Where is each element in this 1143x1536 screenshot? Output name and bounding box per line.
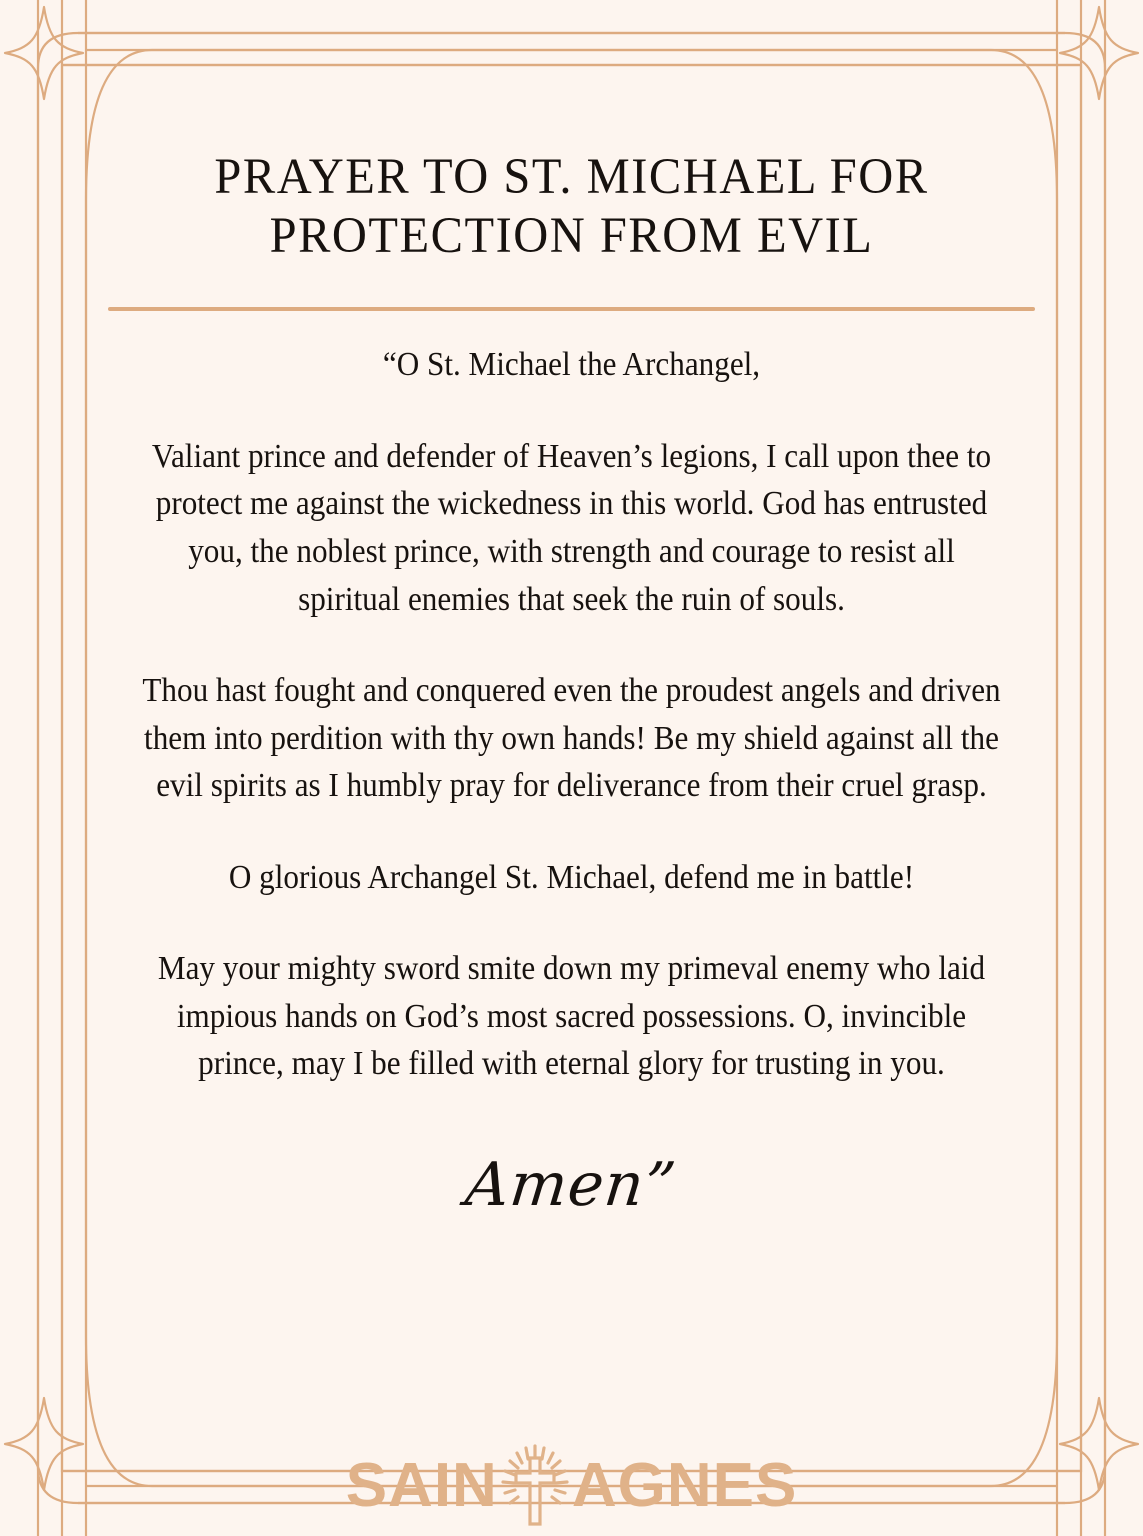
logo-text-right: AGNES: [571, 1451, 798, 1520]
prayer-paragraph: O glorious Archangel St. Michael, defend me in battle!: [228, 858, 915, 896]
radiant-cross-icon: [496, 1444, 574, 1528]
cross-outline: [516, 1458, 554, 1524]
logo-text-left: SAIN: [345, 1451, 498, 1520]
prayer-paragraph: May your mighty sword smite down my primeval enemy who laid impious hands on God’s most sacred possessions. O, invincible prince, may I be filled with eternal glory for trusting in you.: [157, 950, 986, 1083]
prayer-closing: Amen”: [462, 1150, 681, 1221]
brand-logo: [0, 1444, 1143, 1528]
title-divider: [108, 307, 1035, 311]
prayer-paragraph: Thou hast fought and conquered even the proudest angels and driven them into perdition with thy own hands! Be my shield against all the evil spirits as I humbly pray for deliverance from their cruel grasp.: [142, 672, 1001, 805]
prayer-paragraph: “O St. Michael the Archangel,: [382, 346, 761, 384]
prayer-body: [137, 341, 1007, 1088]
prayer-paragraph: Valiant prince and defender of Heaven’s legions, I call upon thee to protect me against the wickedness in this world. God has entrusted you, the noblest prince, with strength and courage to resist all spiritual enemies that seek the ruin of souls.: [151, 437, 992, 618]
page-title: PRAYER TO ST. MICHAEL FOR PROTECTION FROM EVIL: [214, 149, 929, 264]
